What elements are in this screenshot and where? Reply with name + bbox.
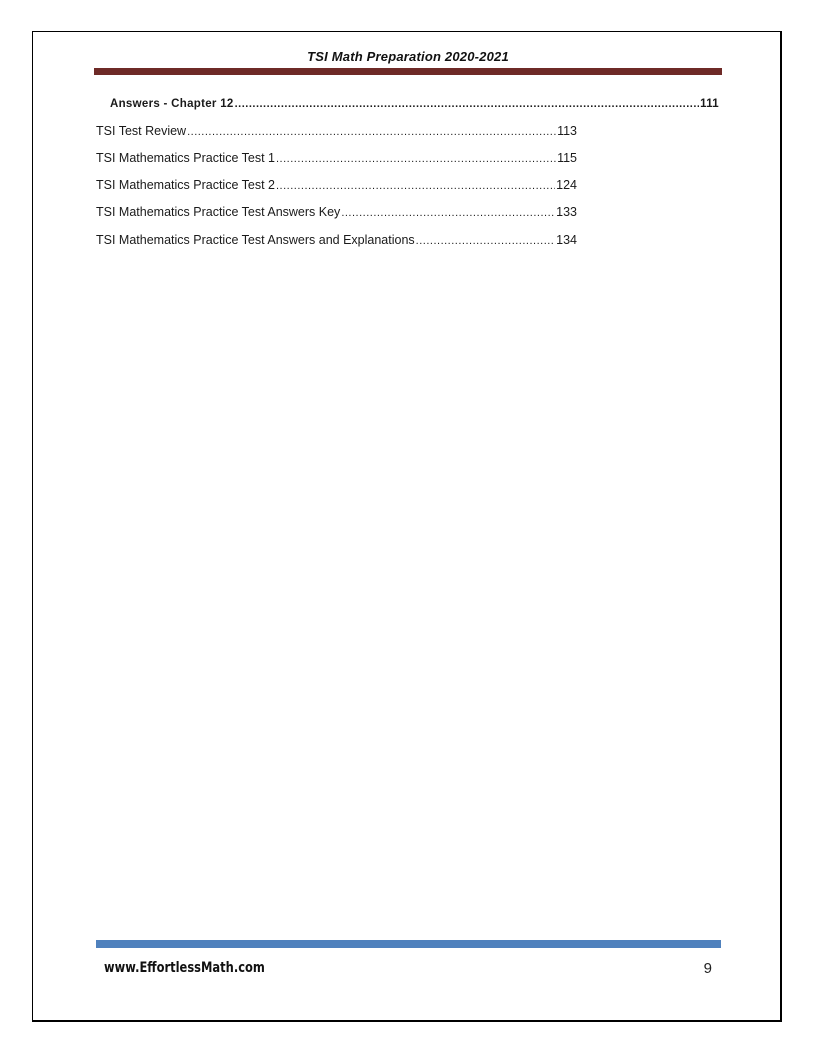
toc-entry-page: 111 <box>700 98 719 110</box>
toc-entry-practice-test-2[interactable] <box>96 177 577 194</box>
toc-entry-label: TSI Test Review <box>96 124 187 138</box>
toc-entry-page: 115 <box>557 151 577 165</box>
toc-dot-leader <box>276 151 556 167</box>
footer-rule <box>96 940 721 948</box>
toc-entry-tsi-test-review[interactable] <box>96 123 577 140</box>
toc-dot-leader <box>235 96 700 112</box>
toc-dot-leader <box>276 178 555 194</box>
toc-dot-leader <box>416 233 555 249</box>
toc-dot-leader <box>341 205 555 221</box>
toc-subentry-answers-chapter-12[interactable] <box>110 96 719 112</box>
running-header-title: TSI Math Preparation 2020-2021 <box>307 49 509 64</box>
page-number: 9 <box>703 960 712 977</box>
toc-entry-label: TSI Mathematics Practice Test Answers and Explanations <box>96 233 415 247</box>
toc-entry-label: TSI Mathematics Practice Test Answers Key <box>96 205 341 219</box>
toc-entry-label: Answers - Chapter 12 <box>110 98 234 110</box>
toc-entry-answers-explanations[interactable] <box>96 232 577 249</box>
toc-entry-label: TSI Mathematics Practice Test 2 <box>96 178 275 192</box>
toc-entry-label: TSI Mathematics Practice Test 1 <box>96 151 275 165</box>
toc-entry-page: 113 <box>557 124 577 138</box>
toc-entry-page: 134 <box>556 233 577 247</box>
toc-entry-answers-key[interactable] <box>96 204 577 221</box>
toc-entry-page: 133 <box>556 205 577 219</box>
footer-website: www.EffortlessMath.com <box>104 960 265 976</box>
toc-entry-page: 124 <box>556 178 577 192</box>
toc-entry-practice-test-1[interactable] <box>96 150 577 167</box>
toc-dot-leader <box>187 124 556 140</box>
header-rule <box>94 68 722 75</box>
